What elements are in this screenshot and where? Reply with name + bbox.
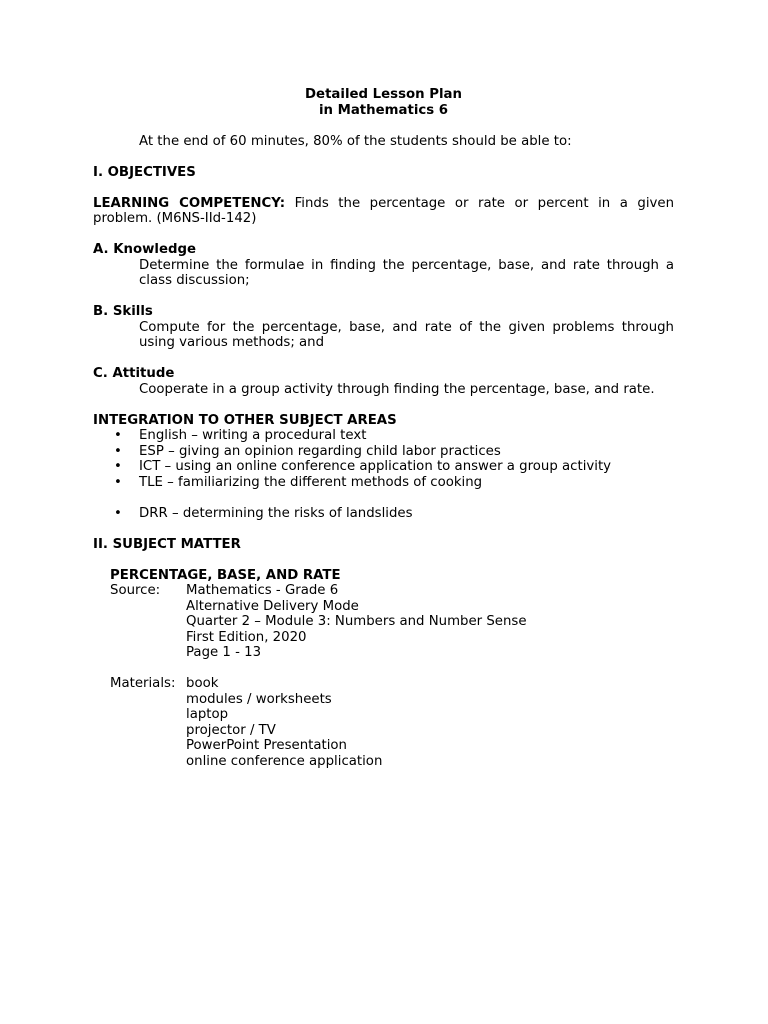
- list-item: [93, 506, 674, 522]
- material-line: book: [186, 676, 219, 691]
- competency-label: LEARNING COMPETENCY:: [93, 195, 286, 211]
- topic-title: PERCENTAGE, BASE, AND RATE: [110, 567, 341, 583]
- spacer: [93, 289, 674, 305]
- bullet-icon: •: [114, 443, 122, 459]
- material-line: laptop: [186, 707, 229, 722]
- materials-label: Materials:: [110, 676, 176, 691]
- knowledge-heading: A. Knowledge: [93, 242, 197, 257]
- list-item-text: ICT – using an online conference application to answer a group activity: [139, 459, 612, 474]
- spacer: [93, 118, 674, 134]
- spacer: [93, 149, 674, 165]
- bullet-icon: •: [114, 459, 122, 474]
- intro-statement: At the end of 60 minutes, 80% of the students should be able to:: [139, 133, 572, 149]
- document-title-line-1: Detailed Lesson Plan: [305, 87, 462, 102]
- spacer: [93, 661, 674, 677]
- spacer: [93, 351, 674, 367]
- spacer: [93, 180, 674, 196]
- source-block: [93, 583, 674, 661]
- spacer: [93, 552, 674, 568]
- material-line: projector / TV: [186, 722, 276, 738]
- skills-text: Compute for the percentage, base, and rate of the given problems through using various methods; and: [139, 319, 674, 350]
- source-label: Source:: [110, 583, 161, 598]
- list-item: [93, 428, 674, 444]
- document-page: [93, 87, 674, 769]
- list-item-text: ESP – giving an opinion regarding child labor practices: [139, 443, 501, 459]
- integration-heading: INTEGRATION TO OTHER SUBJECT AREAS: [93, 412, 397, 428]
- attitude-heading: C. Attitude: [93, 366, 175, 381]
- bullet-icon: •: [114, 428, 122, 443]
- source-lines: [186, 583, 674, 661]
- source-line: Mathematics - Grade 6: [186, 583, 339, 598]
- subject-matter-heading: II. SUBJECT MATTER: [93, 536, 241, 552]
- list-item-text: DRR – determining the risks of landslides: [139, 505, 413, 521]
- list-item: [93, 459, 674, 475]
- list-item-text: TLE – familiarizing the different methods of cooking: [139, 474, 483, 490]
- list-item: [93, 444, 674, 460]
- source-line: Page 1 - 13: [186, 645, 262, 660]
- integration-list: [93, 428, 674, 490]
- knowledge-text: Determine the formulae in finding the percentage, base, and rate through a class discussion;: [139, 257, 674, 288]
- material-line: modules / worksheets: [186, 691, 332, 707]
- list-item: [93, 475, 674, 491]
- source-line: First Edition, 2020: [186, 629, 307, 645]
- material-line: online conference application: [186, 753, 383, 769]
- source-line: Quarter 2 – Module 3: Numbers and Number Sense: [186, 614, 527, 629]
- attitude-text: Cooperate in a group activity through finding the percentage, base, and rate.: [139, 381, 655, 397]
- spacer: [93, 397, 674, 413]
- learning-competency: [93, 196, 674, 227]
- spacer: [93, 521, 674, 537]
- source-line: Alternative Delivery Mode: [186, 598, 359, 614]
- skills-heading: B. Skills: [93, 304, 153, 319]
- list-item-text: English – writing a procedural text: [139, 428, 367, 443]
- competency-text: Finds the percentage or rate or percent in a given problem. (M6NS-IId-142): [93, 195, 674, 226]
- objectives-heading: I. OBJECTIVES: [93, 164, 196, 180]
- spacer: [93, 227, 674, 243]
- materials-lines: [186, 676, 674, 769]
- spacer: [93, 490, 674, 506]
- bullet-icon: •: [114, 474, 122, 490]
- integration-list-continued: [93, 506, 674, 522]
- bullet-icon: •: [114, 505, 122, 521]
- materials-block: [93, 676, 674, 769]
- document-title-line-2: in Mathematics 6: [318, 102, 449, 118]
- material-line: PowerPoint Presentation: [186, 738, 347, 753]
